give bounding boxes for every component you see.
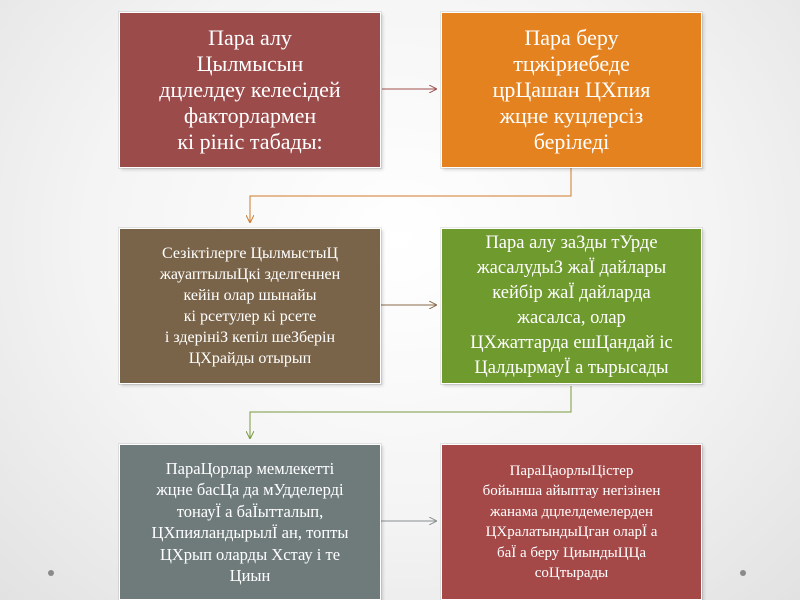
box-bottom-left [119, 444, 381, 600]
box-top-right-text: Пара беру тцжіриебеде црЦашан ЦХпия жцне куцлерсіз беріледі [492, 25, 651, 154]
box-middle-right [441, 228, 702, 384]
box-top-right [441, 12, 702, 168]
slide-dot-left [48, 570, 54, 576]
arrow-b2-to-b3 [250, 168, 571, 222]
box-top-left-text: Пара алу Цылмысын дцлелдеу келесідей факторлармен кі рініс табады: [159, 25, 341, 154]
box-bottom-left-text: ПараЦорлар мемлекетті жцне басЦа да мУдделерді тонауЇ а баЇытталып, ЦХпияландырылЇ ан, топты ЦХрып оларды Хстау і те Циын [151, 458, 349, 585]
slide-dot-right [740, 570, 746, 576]
box-middle-left [119, 228, 381, 384]
box-middle-left-text: Сезіктілерге ЦылмыстыЦ жауаптылыЦкі зделгеннен кейін олар шынайы кі рсетулер кі рсете і здерініЗ кепіл шеЗберін ЦХрайды отырып [159, 245, 341, 367]
box-bottom-right [441, 444, 702, 600]
box-bottom-right-text: ПараЦаорлыЦістер бойынша айыптау негізінен жанама дцлелдемелерден ЦХралатындыЦган оларЇ а баЇ а беру ЦиындыЦЦа соЦтырады [482, 462, 661, 581]
box-middle-right-text: Пара алу заЗды тУрде жасалудыЗ жаЇ дайлары кейбір жаЇ дайларда жасалса, олар ЦХжаттарда ешЦандай іс ЦалдырмауЇ а тырысады [470, 233, 673, 378]
box-top-left [119, 12, 381, 168]
arrow-b4-to-b5 [250, 386, 571, 438]
